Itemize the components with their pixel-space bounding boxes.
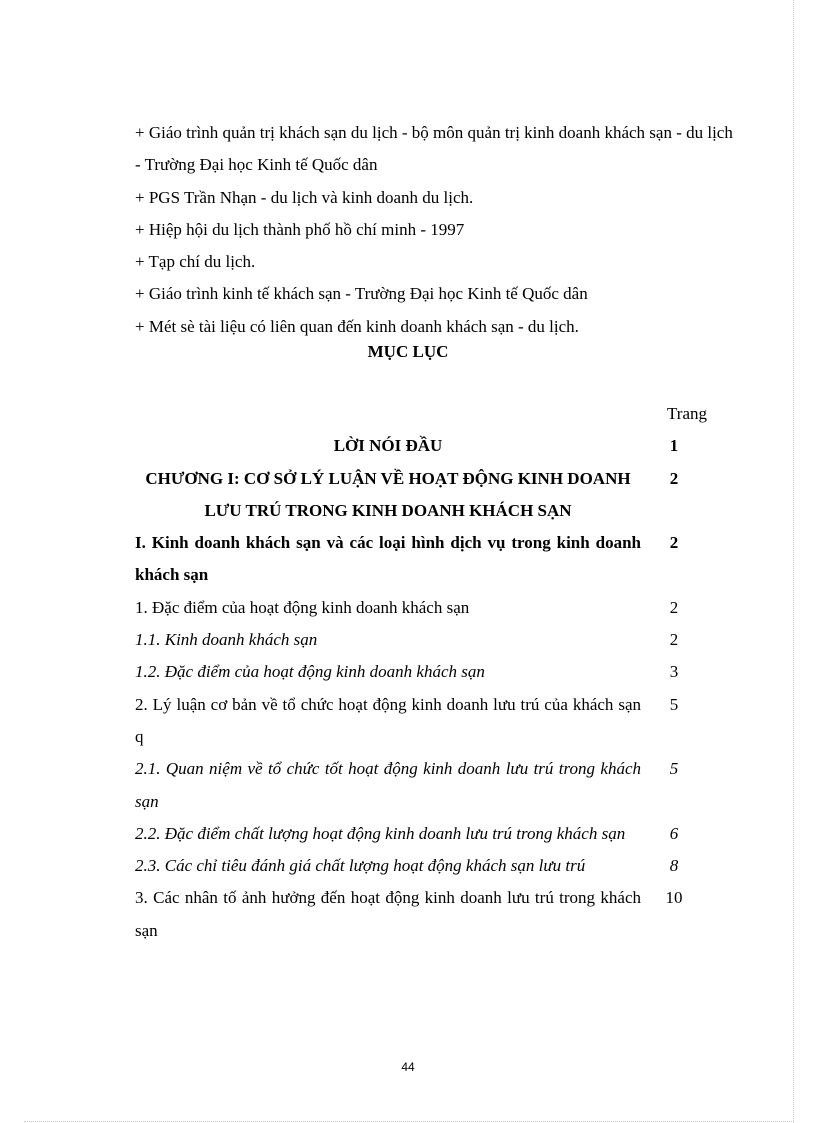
toc-title: MỤC LỤC	[367, 342, 449, 361]
toc-entry	[135, 527, 707, 592]
toc-entry	[135, 656, 707, 688]
toc-entry	[135, 753, 707, 818]
page-edge-vertical	[793, 0, 794, 1123]
toc-entry	[135, 818, 707, 850]
reference-item: + Giáo trình kinh tế khách sạn - Trường Đại học Kinh tế Quốc dân	[135, 284, 588, 304]
toc-entry-page: 5	[669, 694, 679, 714]
toc-entry	[135, 689, 707, 754]
toc-entry-page: 3	[669, 662, 679, 682]
references-list	[135, 117, 735, 343]
toc-page-header: Trang	[667, 404, 707, 423]
toc-entry-page: 2	[669, 533, 679, 553]
toc-entry-page: 1	[669, 436, 679, 456]
page-edge-horizontal	[24, 1121, 792, 1122]
toc-entry-text: 1.1. Kinh doanh khách sạn	[135, 630, 318, 650]
reference-item: + PGS Trần Nhạn - du lịch và kinh doanh du lịch.	[135, 187, 474, 207]
toc-entry-page: 8	[669, 856, 679, 876]
reference-item: + Hiệp hội du lịch thành phố hồ chí minh - 1997	[135, 219, 465, 239]
toc-entry-text: 2.1. Quan niệm về tổ chức tốt hoạt động kinh doanh lưu trú trong khách sạn	[135, 759, 641, 811]
reference-item: + Giáo trình quản trị khách sạn du lịch - bộ môn quản trị kinh doanh khách sạn - du lịch - Trường Đại học Kinh tế Quốc dân	[135, 123, 733, 175]
reference-item: + Tạp chí du lịch.	[135, 252, 256, 272]
toc-entry-page: 2	[669, 630, 679, 650]
toc-entry-page: 2	[669, 468, 679, 488]
toc-entry-text: 1. Đặc điểm của hoạt động kinh doanh khách sạn	[135, 597, 470, 617]
reference-item: + Mét sè tài liệu có liên quan đến kinh doanh khách sạn - du lịch.	[135, 316, 579, 336]
toc-entry-page: 2	[669, 597, 679, 617]
toc-entry	[135, 624, 707, 656]
toc-entry-page: 10	[665, 888, 683, 908]
page-number: 44	[401, 1060, 415, 1074]
toc-entry	[135, 430, 707, 462]
toc-entry	[135, 882, 707, 947]
toc-entry-text: 2.3. Các chỉ tiêu đánh giá chất lượng hoạt động khách sạn lưu trú	[135, 856, 586, 876]
toc-entry-page: 6	[669, 823, 679, 843]
toc-entry-text: 2.2. Đặc điểm chất lượng hoạt động kinh doanh lưu trú trong khách sạn	[135, 823, 626, 843]
toc-entry	[135, 850, 707, 882]
toc-entry-text: 3. Các nhân tố ảnh hưởng đến hoạt động kinh doanh lưu trú trong khách sạn	[135, 888, 641, 940]
toc-entry-text: LỜI NÓI ĐẦU	[333, 436, 443, 456]
table-of-contents	[135, 398, 707, 947]
toc-entry	[135, 592, 707, 624]
toc-entry-text: CHƯƠNG I: CƠ SỞ LÝ LUẬN VỀ HOẠT ĐỘNG KINH DOANH LƯU TRÚ TRONG KINH DOANH KHÁCH SẠN	[145, 468, 631, 520]
toc-entry-text: I. Kinh doanh khách sạn và các loại hình dịch vụ trong kinh doanh khách sạn	[135, 533, 641, 585]
toc-entry	[135, 463, 707, 528]
toc-entry-page: 5	[669, 759, 679, 779]
toc-entry-text: 2. Lý luận cơ bản về tổ chức hoạt động kinh doanh lưu trú của khách sạn q	[135, 694, 641, 746]
toc-entry-text: 1.2. Đặc điểm của hoạt động kinh doanh khách sạn	[135, 662, 485, 682]
